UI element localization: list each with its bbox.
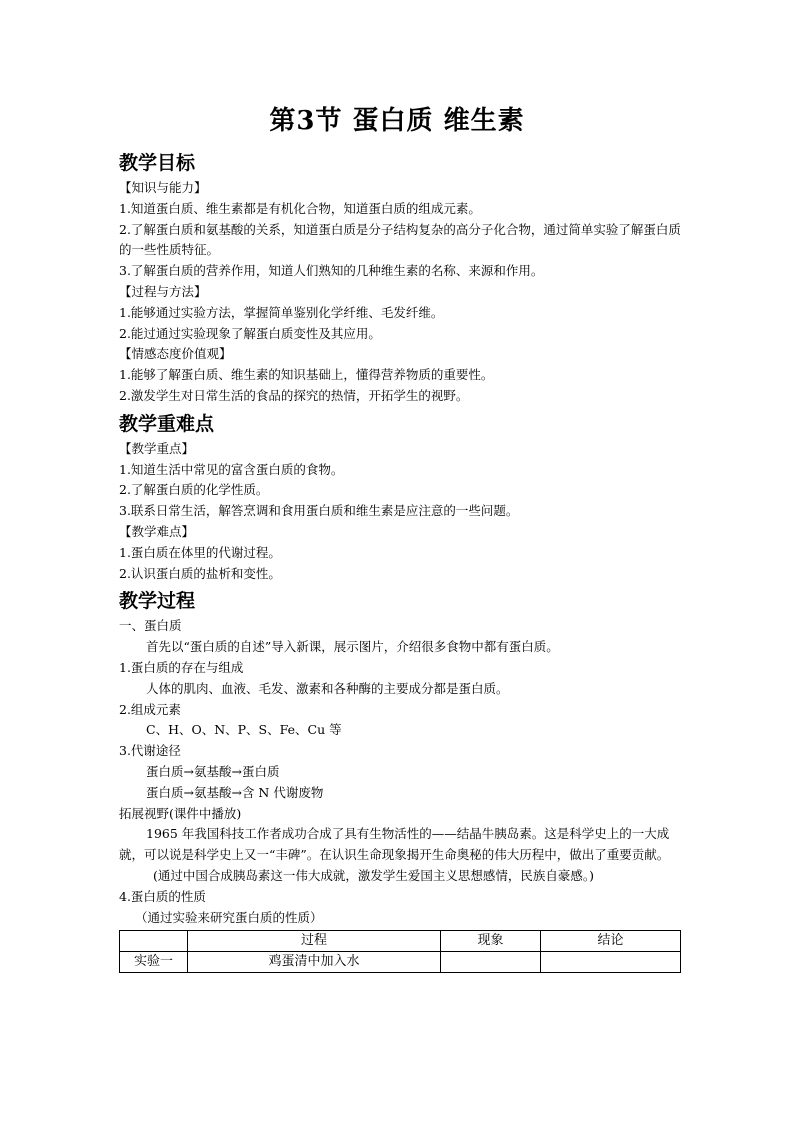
intro-text: 首先以“蛋白质的自述”导入新课，展示图片，介绍很多食物中都有蛋白质。: [146, 639, 559, 655]
table-header-cell: 结论: [541, 931, 681, 952]
section-heading-process: 教学过程: [119, 590, 196, 613]
experiment-table: [119, 930, 681, 973]
section-heading-objectives: 教学目标: [119, 152, 196, 174]
key-item: 3.联系日常生活，解答烹调和食用蛋白质和维生素是应注意的一些问题。: [119, 503, 519, 519]
metabolism-line: 蛋白质→氨基酸→蛋白质: [146, 763, 280, 779]
objective-item: 1.能够了解蛋白质、维生素的知识基础上，懂得营养物质的重要性。: [119, 367, 494, 383]
difficult-item: 2.认识蛋白质的盐析和变性。: [119, 565, 281, 581]
subheading-process: 【过程与方法】: [119, 283, 207, 299]
subsection-title: 2.组成元素: [119, 701, 181, 717]
table-cell: [441, 952, 541, 973]
extension-text: 1965 年我国科技工作者成功合成了具有生物活性的——结晶牛胰岛素。这是科学史上的一大成就，可以说是科学史上又一“丰碑”。在认识生命现象揭开生命奥秘的伟大历程中，做出了重要贡献。: [119, 826, 670, 863]
objective-item: 1.能够通过实验方法，掌握简单鉴别化学纤维、毛发纤维。: [119, 304, 444, 320]
table-cell: 实验一: [120, 952, 188, 973]
subheading-difficult: 【教学难点】: [119, 523, 195, 539]
table-row: [120, 952, 681, 973]
difficult-item: 1.蛋白质在体里的代谢过程。: [119, 544, 281, 560]
table-cell: 鸡蛋清中加入水: [188, 952, 441, 973]
subheading-emotion: 【情感态度价值观】: [119, 346, 232, 362]
objective-item: 2.了解蛋白质和氨基酸的关系，知道蛋白质是分子结构复杂的高分子化合物，通过简单实验了解蛋白质的一些性质特征。: [119, 221, 681, 258]
document-body: [119, 146, 684, 973]
subheading-key: 【教学重点】: [119, 440, 195, 456]
objective-item: 2.能过通过实验现象了解蛋白质变性及其应用。: [119, 325, 381, 341]
key-item: 1.知道生活中常见的富含蛋白质的食物。: [119, 461, 344, 477]
extension-title: 拓展视野(课件中播放): [119, 805, 242, 821]
objective-item: 3.了解蛋白质的营养作用，知道人们熟知的几种维生素的名称、来源和作用。: [119, 263, 544, 279]
table-header-cell: 现象: [441, 931, 541, 952]
document-title: 第3节 蛋白质 维生素: [269, 106, 525, 136]
table-header-cell: [120, 931, 188, 952]
part-heading: 一、蛋白质: [119, 618, 182, 634]
key-item: 2.了解蛋白质的化学性质。: [119, 482, 269, 498]
subsection-title: 4.蛋白质的性质: [119, 888, 206, 904]
metabolism-line: 蛋白质→氨基酸→含 N 代谢废物: [146, 784, 324, 800]
table-header-row: [120, 931, 681, 952]
experiment-note: （通过实验来研究蛋白质的性质）: [135, 909, 323, 925]
objective-item: 1.知道蛋白质、维生素都是有机化合物，知道蛋白质的组成元素。: [119, 200, 481, 216]
subsection-title: 1.蛋白质的存在与组成: [119, 659, 244, 675]
subheading-knowledge: 【知识与能力】: [119, 180, 207, 195]
section-heading-key-points: 教学重难点: [119, 412, 215, 435]
subsection-text: 人体的肌肉、血液、毛发、激素和各种酶的主要成分都是蛋白质。: [146, 680, 509, 696]
table-header-cell: 过程: [188, 931, 441, 952]
subsection-title: 3.代谢途径: [119, 743, 181, 759]
extension-note: (通过中国合成胰岛素这一伟大成就，激发学生爱国主义思想感情，民族自豪感。): [153, 867, 595, 883]
table-cell: [541, 952, 681, 973]
subsection-text: C、H、O、N、P、S、Fe、Cu 等: [146, 722, 342, 738]
objective-item: 2.激发学生对日常生活的食品的探究的热情，开拓学生的视野。: [119, 387, 469, 403]
